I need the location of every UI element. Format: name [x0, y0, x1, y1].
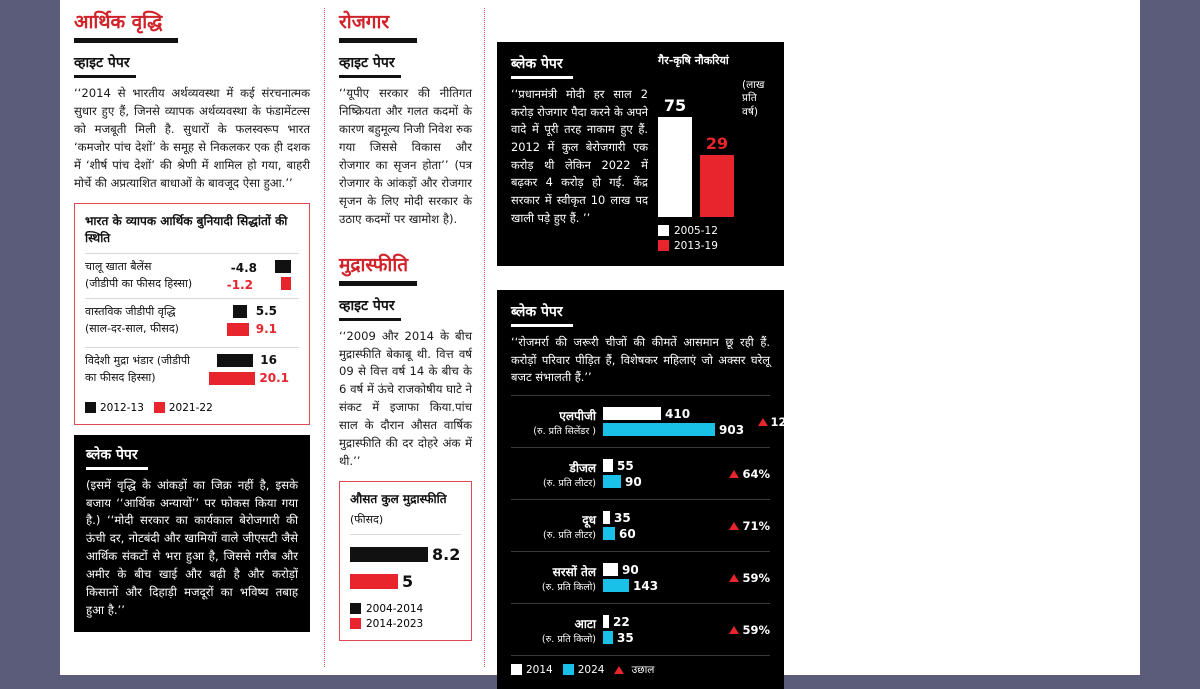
employment-chart-unit: (लाख प्रति वर्ष): [742, 78, 765, 119]
bar-2012-real-gdp: [233, 305, 247, 318]
bar-2014: [603, 563, 708, 577]
legend-item-2014: [511, 664, 553, 676]
employment-chart-legend: [658, 225, 770, 252]
inflation-chart-card: [339, 481, 472, 640]
bar-2021-real-gdp: [227, 323, 249, 336]
section-rule-growth: [74, 38, 178, 43]
inflation-chart-legend: [350, 603, 461, 630]
growth-white-paper-title: व्हाइट पेपर: [74, 54, 130, 71]
employment-vertical-bars: [658, 77, 770, 217]
metric-value-2021: -1.2: [226, 278, 253, 293]
up-triangle-icon: [758, 418, 768, 426]
metric-label-text: विदेशी मुद्रा भंडार (जीडीपी: [85, 353, 190, 367]
legend-label: 2014: [526, 663, 553, 676]
employment-chart-title: गैर-कृषि नौकरियां: [658, 54, 729, 67]
change-value: 120%: [770, 414, 807, 429]
divider: [511, 551, 770, 552]
legend-item-2005-12: [658, 225, 770, 237]
legend-label: 2024: [577, 663, 605, 676]
up-triangle-icon: [729, 574, 739, 582]
employment-white-paper-title: व्हाइट पेपर: [339, 54, 395, 71]
employment-black-paper-card: [497, 42, 784, 266]
growth-black-paper-rule: [86, 467, 148, 470]
legend-item-2012: [85, 402, 144, 414]
bar-value: 90: [622, 562, 639, 577]
divider: [85, 253, 299, 254]
change-value: 71%: [742, 518, 770, 533]
employment-white-paper-text: ‘‘यूपीए सरकार की नीतिगत निष्क्रियता और गलत कदमों के कारण बहुमूल्य निजी निवेश रुक गया जिससे विकास और रोजगार का सृजन होता’’ (पत्र रोजगार के आंकड़ों और रोजगार सृजन के लिए मोदी सरकार के उठाए कदमों पर खामोश है).: [339, 85, 472, 226]
bar-fill: [603, 459, 613, 472]
legend-swatch-icon: [563, 664, 574, 675]
divider: [85, 298, 299, 299]
legend-label: 2021-22: [168, 401, 213, 414]
bar-value: 29: [705, 133, 729, 153]
section-title-employment: रोजगार: [339, 11, 390, 33]
employment-white-paper-rule: [339, 75, 401, 78]
bar-2024: [603, 527, 708, 541]
bar-2012-current-account: [275, 260, 291, 273]
bar-fill: [658, 117, 692, 217]
row-unit: (रु. प्रति किलो): [541, 581, 596, 593]
inflation-row-flour: [511, 613, 770, 647]
growth-black-paper-text: (इसमें वृद्धि के आंकड़ों का जिक्र नहीं है, इसके बजाय ‘‘आर्थिक अन्यायों’’ पर फोकस किया गया है.) ‘‘मोदी सरकार का कार्यकाल बेरोजगारी की ऊंची दर, नोटबंदी और खामियों वाले जीएसटी जैसे आर्थिक संकटों से भरा हुआ है, जिससे गरीब और अमीर के बीच खाई और बढ़ी है और करोड़ों किसानों और दिहाड़ी मजदूरों का भविष्य तबाह हुआ है.’’: [86, 477, 298, 618]
inflation-row-milk: [511, 509, 770, 543]
bar-2014: [603, 459, 708, 473]
column-economic-growth: [74, 8, 324, 667]
legend-swatch-icon: [658, 225, 669, 236]
metric-value-2021: 9.1: [255, 322, 277, 337]
bar-value: 75: [663, 95, 687, 115]
bar-2014: [603, 511, 708, 525]
inflation-chart-title: औसत कुल मुद्रास्फीति: [350, 492, 447, 507]
inflation-row-mustard-oil: [511, 561, 770, 595]
legend-item-2021: [154, 402, 213, 414]
row-unit: (रु. प्रति किलो): [541, 633, 596, 645]
legend-label: 2013-19: [674, 239, 718, 252]
bar-value: 903: [719, 422, 745, 437]
up-triangle-icon: [614, 666, 624, 674]
employment-black-paper-title: ब्लेक पेपर: [511, 56, 563, 72]
employment-chart: [658, 54, 770, 252]
employment-bar-2005-12: [658, 96, 692, 217]
three-column-layout: [60, 0, 1140, 675]
inflation-white-paper-text: ‘‘2009 और 2014 के बीच मुद्रास्फीति बेकाबू थी. वित्त वर्ष 09 से वित्त वर्ष 14 के बीच के 6 वर्ष में ऊंचे राजकोषीय घाटे ने संकट में इजाफा किया.पांच साल के दौरान औसत वार्षिक मुद्रास्फीति की दर दोहरे अंक में थी.’’: [339, 328, 472, 469]
inflation-white-paper-title: व्हाइट पेपर: [339, 297, 395, 314]
bar-fill: [603, 527, 615, 540]
bar-2014: [603, 407, 744, 421]
column-black-papers: [484, 8, 807, 676]
bar-value: 60: [619, 526, 636, 541]
bar-fill: [603, 631, 613, 644]
bar-2021-current-account: [281, 277, 291, 290]
bar-fill: [603, 615, 609, 628]
bar-fill: [700, 155, 734, 217]
row-label: [511, 407, 603, 437]
legend-label: उछाल: [631, 663, 655, 676]
growth-metric-forex: [85, 354, 299, 386]
legend-item-2004-2014: [350, 603, 461, 615]
divider: [511, 603, 770, 604]
bar-fill: [603, 563, 618, 576]
row-name: एलपीजी: [559, 408, 596, 423]
bar-2014: [603, 615, 708, 629]
metric-value-2012: 5.5: [255, 304, 277, 319]
bar-2024: [603, 579, 708, 593]
row-unit: (रु. प्रति लीटर): [542, 477, 596, 489]
employment-black-paper-rule: [511, 76, 573, 79]
bar-value: 22: [613, 614, 630, 629]
section-rule-inflation: [339, 281, 417, 286]
legend-label: 2005-12: [674, 224, 718, 237]
legend-item-2013-19: [658, 240, 770, 252]
section-title-growth: आर्थिक वृद्धि: [74, 11, 163, 33]
divider: [511, 499, 770, 500]
growth-black-paper-title: ब्लेक पेपर: [86, 446, 138, 463]
section-title-inflation: मुद्रास्फीति: [339, 253, 409, 276]
growth-metric-real-gdp: [85, 305, 299, 337]
legend-label: 2012-13: [100, 401, 144, 414]
divider: [511, 395, 770, 396]
row-label: [511, 615, 603, 645]
bar-value: 35: [614, 510, 631, 525]
row-name: सरसों तेल: [552, 564, 596, 579]
legend-swatch-icon: [154, 402, 165, 413]
row-unit: (रु. प्रति लीटर): [542, 529, 596, 541]
row-label: [511, 459, 603, 489]
bar-value: 35: [617, 630, 634, 645]
row-change: [744, 415, 806, 429]
metric-label-text: चालू खाता बैलेंस: [85, 260, 152, 274]
growth-black-paper-card: [74, 435, 310, 633]
metric-sub-text: (साल-दर-साल, फीसद): [85, 322, 179, 336]
row-bars: [603, 405, 744, 439]
growth-white-paper-rule: [74, 75, 136, 78]
row-label: [511, 563, 603, 593]
growth-chart-title: भारत के व्यापक आर्थिक बुनियादी सिद्धांतों की स्थिति: [85, 213, 288, 246]
row-bars: [603, 561, 708, 595]
row-bars: [603, 613, 708, 647]
bar-value: 5: [402, 571, 414, 591]
metric-value-2021: 20.1: [259, 370, 289, 385]
inflation-row-diesel: [511, 457, 770, 491]
bar-fill: [350, 574, 398, 589]
metric-label-text: वास्तविक जीडीपी वृद्धि: [85, 305, 176, 319]
row-bars: [603, 457, 708, 491]
employment-bar-2013-19: [700, 134, 734, 217]
employment-card-body: [511, 54, 770, 252]
inflation-bar-2004-2014: [350, 545, 461, 564]
up-triangle-icon: [729, 470, 739, 478]
legend-label: 2014-2023: [366, 617, 424, 630]
legend-label: 2004-2014: [366, 602, 424, 615]
legend-item-2024: [563, 664, 605, 676]
column-employment-inflation: [324, 8, 484, 667]
bar-value: 55: [617, 458, 634, 473]
bar-value: 8.2: [432, 544, 461, 564]
inflation-white-paper-rule: [339, 318, 401, 321]
row-change: [708, 519, 770, 533]
legend-swatch-icon: [658, 240, 669, 251]
inflation-black-paper-rule: [511, 324, 573, 327]
inflation-bar-2014-2023: [350, 572, 461, 591]
bar-2024: [603, 475, 708, 489]
bar-fill: [603, 407, 661, 420]
legend-swatch-icon: [85, 402, 96, 413]
row-name: दूध: [582, 512, 596, 527]
bar-2012-forex: [217, 354, 253, 367]
row-change: [708, 571, 770, 585]
change-value: 64%: [742, 466, 770, 481]
up-triangle-icon: [729, 522, 739, 530]
bar-fill: [603, 579, 629, 592]
growth-chart-legend: [85, 402, 299, 414]
inflation-black-paper-card: [497, 290, 807, 689]
inflation-black-paper-title: ब्लेक पेपर: [511, 303, 563, 320]
row-label: [511, 511, 603, 541]
bar-value: 143: [633, 578, 659, 593]
legend-swatch-icon: [350, 618, 361, 629]
change-value: 59%: [742, 570, 770, 585]
employment-black-paper-text: ‘‘प्रधानमंत्री मोदी हर साल 2 करोड़ रोजगार पैदा करने के अपने वादे में पूरी तरह नाकाम हुए हैं. 2012 में कुल बेरोजगारी एक करोड़ थी लेकिन 2022 में बढ़कर 4 करोड़ हो गई. केंद्र सरकार में स्वीकृत 10 लाख पद खाली पड़े हुए हैं. ’’: [511, 87, 648, 225]
inflation-row-lpg: [511, 405, 807, 439]
row-change: [708, 623, 770, 637]
metric-sub-text: का फीसद हिस्सा): [85, 370, 156, 384]
bar-fill: [603, 423, 715, 436]
growth-metric-current-account: [85, 260, 299, 292]
change-value: 59%: [742, 622, 770, 637]
bar-fill: [603, 475, 621, 488]
bar-value: 410: [665, 406, 691, 421]
up-triangle-icon: [729, 626, 739, 634]
growth-chart-card: [74, 203, 310, 425]
inflation-black-paper-text: ‘‘रोजमर्रा की जरूरी चीजों की कीमतें आसमान छू रही हैं. करोड़ों परिवार पीड़ित हैं, विशेषकर महिलाएं जो अक्सर घरेलू बजट संभालती हैं.’’: [511, 334, 770, 385]
divider: [511, 655, 770, 656]
legend-swatch-icon: [350, 603, 361, 614]
row-change: [708, 467, 770, 481]
bar-fill: [603, 511, 610, 524]
bar-2021-forex: [209, 372, 255, 385]
employment-text-block: [511, 54, 648, 252]
legend-swatch-icon: [511, 664, 522, 675]
legend-item-2014-2023: [350, 618, 461, 630]
inflation-chart-unit: (फीसद): [350, 512, 384, 526]
page-canvas: [60, 0, 1140, 675]
section-rule-employment: [339, 38, 417, 43]
metric-sub-text: (जीडीपी का फीसद हिस्सा): [85, 277, 193, 291]
divider: [511, 447, 770, 448]
metric-value-2012: -4.8: [230, 261, 257, 276]
row-bars: [603, 509, 708, 543]
divider: [85, 347, 299, 348]
bar-2024: [603, 423, 744, 437]
row-name: आटा: [574, 616, 596, 631]
bar-fill: [350, 547, 428, 562]
row-name: डीजल: [569, 460, 596, 475]
row-unit: (रु. प्रति सिलेंडर ): [533, 425, 596, 437]
bar-2024: [603, 631, 708, 645]
growth-white-paper-text: ‘‘2014 से भारतीय अर्थव्यवस्था में कई संरचनात्मक सुधार हुए हैं, जिनसे व्यापक अर्थव्यवस्था के फंडामेंटल्स को मजबूती मिली है. सुधारों के फलस्वरूप भारत ‘कमजोर पांच देशों’ के समूह से निकलकर एक ही दशक में ‘शीर्ष पांच देशों’ की श्रेणी में शामिल हो गया, बाहरी मोर्चे की अप्रत्याशित बाधाओं के बावजूद ऐसा हुआ.’’: [74, 85, 310, 190]
divider: [350, 534, 461, 535]
metric-value-2012: 16: [260, 352, 277, 367]
bar-value: 90: [625, 474, 642, 489]
